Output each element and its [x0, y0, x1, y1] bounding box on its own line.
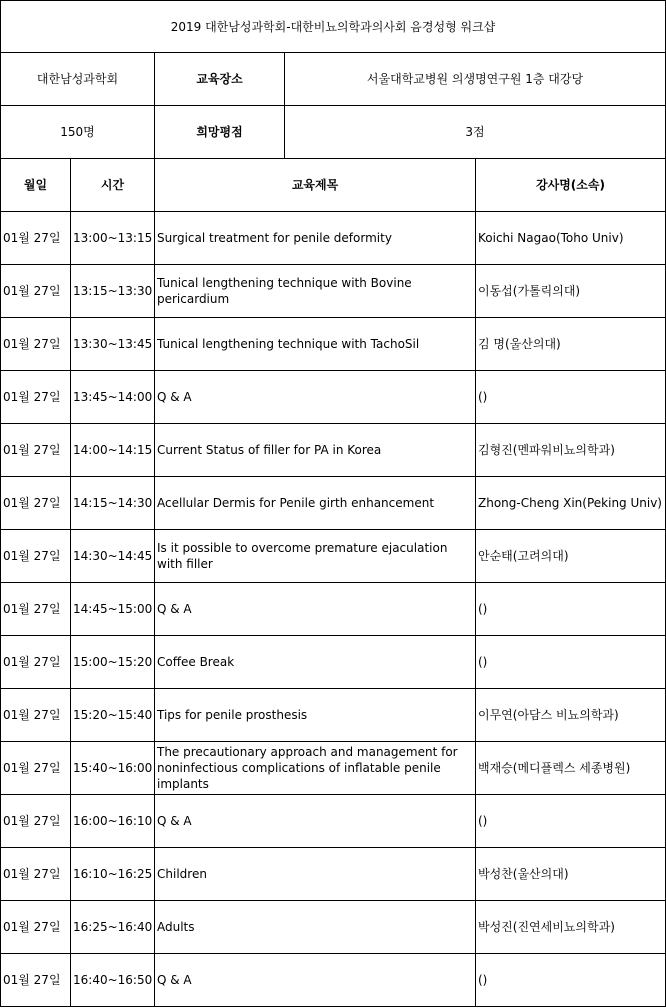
organizer: 대한남성과학회	[1, 53, 155, 106]
row-speaker: Koichi Nagao(Toho Univ)	[476, 212, 666, 265]
table-row	[1, 265, 666, 318]
header-speaker: 강사명(소속)	[476, 159, 666, 212]
row-date: 01월 27일	[1, 583, 71, 636]
row-speaker: 박성진(진연세비뇨의학과)	[476, 901, 666, 954]
row-time: 13:45~14:00	[71, 371, 155, 424]
row-date: 01월 27일	[1, 212, 71, 265]
row-time: 15:20~15:40	[71, 689, 155, 742]
header-row	[1, 159, 666, 212]
row-speaker: 안순태(고려의대)	[476, 530, 666, 583]
row-speaker: 이동섭(가톨릭의대)	[476, 265, 666, 318]
row-date: 01월 27일	[1, 848, 71, 901]
venue-label: 교육장소	[155, 53, 285, 106]
row-speaker: Zhong-Cheng Xin(Peking Univ)	[476, 477, 666, 530]
row-time: 14:30~14:45	[71, 530, 155, 583]
table-row	[1, 424, 666, 477]
row-time: 13:15~13:30	[71, 265, 155, 318]
header-topic: 교육제목	[155, 159, 476, 212]
header-date: 월일	[1, 159, 71, 212]
row-speaker: ()	[476, 371, 666, 424]
row-date: 01월 27일	[1, 689, 71, 742]
row-topic: Coffee Break	[155, 636, 476, 689]
row-time: 14:00~14:15	[71, 424, 155, 477]
row-date: 01월 27일	[1, 954, 71, 1007]
row-topic: The precautionary approach and management for noninfectious complications of inflatable penile implants	[155, 742, 476, 795]
row-topic: Acellular Dermis for Penile girth enhancement	[155, 477, 476, 530]
row-topic: Children	[155, 848, 476, 901]
row-time: 16:00~16:10	[71, 795, 155, 848]
table-row	[1, 371, 666, 424]
row-speaker: 김형진(멘파워비뇨의학과)	[476, 424, 666, 477]
row-speaker: ()	[476, 636, 666, 689]
table-row	[1, 901, 666, 954]
row-date: 01월 27일	[1, 265, 71, 318]
row-speaker: ()	[476, 583, 666, 636]
header-time: 시간	[71, 159, 155, 212]
row-date: 01월 27일	[1, 742, 71, 795]
row-time: 15:00~15:20	[71, 636, 155, 689]
title-row	[1, 1, 666, 53]
row-topic: Current Status of filler for PA in Korea	[155, 424, 476, 477]
row-time: 13:00~13:15	[71, 212, 155, 265]
row-time: 16:40~16:50	[71, 954, 155, 1007]
row-topic: Q & A	[155, 795, 476, 848]
row-date: 01월 27일	[1, 424, 71, 477]
row-topic: Tunical lengthening technique with TachoSil	[155, 318, 476, 371]
row-topic: Tips for penile prosthesis	[155, 689, 476, 742]
row-date: 01월 27일	[1, 636, 71, 689]
row-topic: Q & A	[155, 954, 476, 1007]
row-speaker: 박성찬(울산의대)	[476, 848, 666, 901]
table-row	[1, 530, 666, 583]
row-date: 01월 27일	[1, 318, 71, 371]
row-date: 01월 27일	[1, 530, 71, 583]
info-row-score	[1, 106, 666, 159]
info-row-venue	[1, 53, 666, 106]
venue-value: 서울대학교병원 의생명연구원 1층 대강당	[285, 53, 666, 106]
table-row	[1, 795, 666, 848]
row-time: 14:45~15:00	[71, 583, 155, 636]
table-row	[1, 583, 666, 636]
table-row	[1, 689, 666, 742]
row-topic: Is it possible to overcome premature ejaculation with filler	[155, 530, 476, 583]
row-topic: Adults	[155, 901, 476, 954]
row-topic: Q & A	[155, 583, 476, 636]
table-row	[1, 318, 666, 371]
workshop-title: 2019 대한남성과학회-대한비뇨의학과의사회 음경성형 워크샵	[1, 1, 666, 53]
score-label: 희망평점	[155, 106, 285, 159]
row-time: 16:10~16:25	[71, 848, 155, 901]
table-row	[1, 212, 666, 265]
row-date: 01월 27일	[1, 795, 71, 848]
table-row	[1, 477, 666, 530]
score-value: 3점	[285, 106, 666, 159]
row-date: 01월 27일	[1, 371, 71, 424]
row-time: 15:40~16:00	[71, 742, 155, 795]
capacity: 150명	[1, 106, 155, 159]
row-speaker: ()	[476, 954, 666, 1007]
row-date: 01월 27일	[1, 901, 71, 954]
row-time: 16:25~16:40	[71, 901, 155, 954]
row-time: 13:30~13:45	[71, 318, 155, 371]
table-row	[1, 848, 666, 901]
row-speaker: 백재승(메디플렉스 세종병원)	[476, 742, 666, 795]
row-speaker: 김 명(울산의대)	[476, 318, 666, 371]
table-row	[1, 742, 666, 795]
row-topic: Tunical lengthening technique with Bovine pericardium	[155, 265, 476, 318]
row-topic: Q & A	[155, 371, 476, 424]
row-topic: Surgical treatment for penile deformity	[155, 212, 476, 265]
row-date: 01월 27일	[1, 477, 71, 530]
row-speaker: ()	[476, 795, 666, 848]
table-row	[1, 636, 666, 689]
row-speaker: 이무연(아담스 비뇨의학과)	[476, 689, 666, 742]
table-row	[1, 954, 666, 1007]
row-time: 14:15~14:30	[71, 477, 155, 530]
